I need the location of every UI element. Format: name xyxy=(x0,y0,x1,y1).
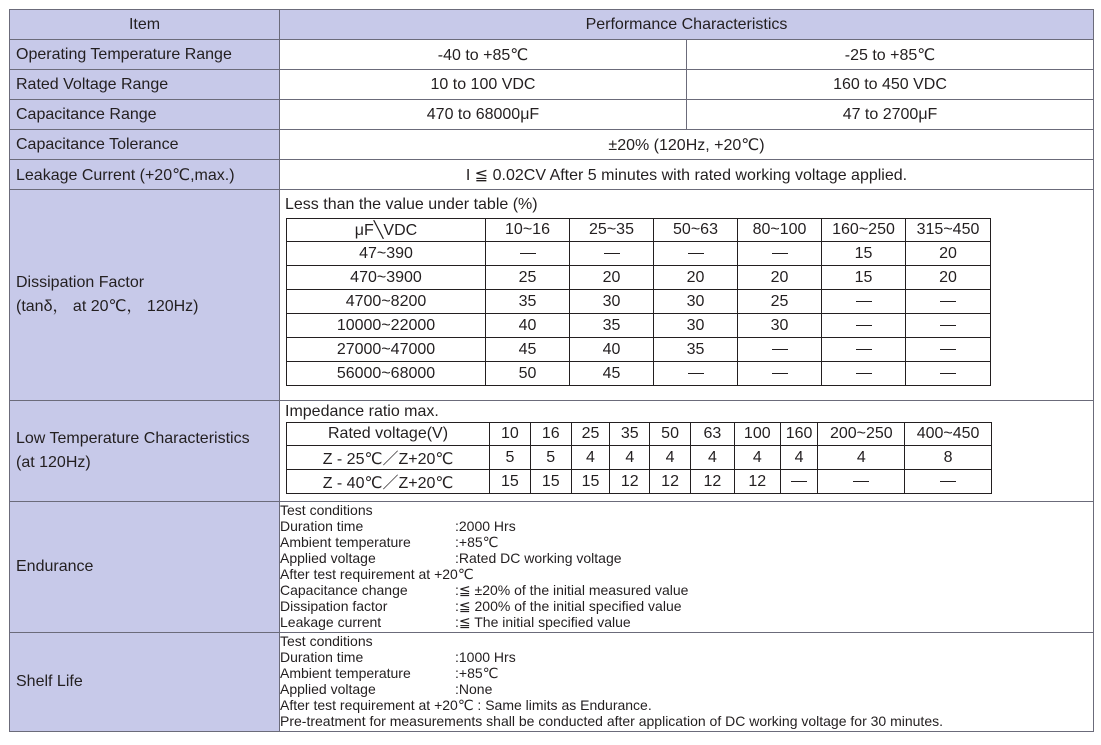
dissipation-cap-range: 56000~68000 xyxy=(287,362,486,386)
dissipation-value: 25 xyxy=(738,290,822,314)
low-temp-value: 4 xyxy=(780,446,818,470)
dissipation-value xyxy=(570,242,654,266)
dissipation-value: 30 xyxy=(570,290,654,314)
low-temp-value xyxy=(818,470,905,494)
shelf-voltage xyxy=(280,681,1093,697)
low-temp-cell xyxy=(280,401,1094,502)
low-temp-label-1: Low Temperature Characteristics xyxy=(16,430,250,447)
shelf-test-conditions: Test conditions xyxy=(280,633,373,649)
low-temp-col-6: 100 xyxy=(734,423,780,446)
rated-voltage-label: Rated Voltage Range xyxy=(10,70,280,100)
low-temp-table xyxy=(286,422,992,494)
dissipation-value xyxy=(822,290,906,314)
low-temp-value: 4 xyxy=(818,446,905,470)
endurance-row xyxy=(10,502,1094,633)
low-temp-value: 4 xyxy=(690,446,734,470)
dissipation-label-2: (tanδ， at 20℃， 120Hz) xyxy=(16,298,199,315)
dash-mark xyxy=(520,253,536,254)
low-temp-col-2: 25 xyxy=(571,423,610,446)
dissipation-value: 45 xyxy=(486,338,570,362)
dash-mark xyxy=(688,373,704,374)
low-temp-value: 4 xyxy=(610,446,650,470)
endurance-cap-change-value: :≦ ±20% of the initial measured value xyxy=(455,582,689,598)
low-temp-value: 12 xyxy=(610,470,650,494)
low-temp-col-8: 200~250 xyxy=(818,423,905,446)
low-temp-value: 4 xyxy=(734,446,780,470)
dash-mark xyxy=(940,349,956,350)
leakage-current-label: Leakage Current (+20℃,max.) xyxy=(10,160,280,190)
dissipation-value xyxy=(654,242,738,266)
endurance-lc-value: :≦ The initial specified value xyxy=(455,614,631,630)
dissipation-data-row xyxy=(287,242,991,266)
low-temp-value: 4 xyxy=(650,446,691,470)
low-temp-ratio-name: Z - 40℃／Z+20℃ xyxy=(287,470,490,494)
shelf-duration xyxy=(280,649,1093,665)
dissipation-value: 15 xyxy=(822,266,906,290)
shelf-voltage-key: Applied voltage xyxy=(280,681,376,697)
shelf-duration-key: Duration time xyxy=(280,649,364,665)
capacitance-tolerance-row xyxy=(10,130,1094,160)
rated-voltage-row xyxy=(10,70,1094,100)
dissipation-value: 35 xyxy=(654,338,738,362)
dash-mark xyxy=(772,349,788,350)
dissipation-value xyxy=(906,362,991,386)
dissipation-value xyxy=(822,338,906,362)
dash-mark xyxy=(853,481,869,482)
low-temp-ratio-name: Z - 25℃／Z+20℃ xyxy=(287,446,490,470)
endurance-df-key: Dissipation factor xyxy=(280,598,388,614)
dissipation-col-1: 25~35 xyxy=(570,219,654,242)
dissipation-cap-range: 27000~47000 xyxy=(287,338,486,362)
endurance-cap-change xyxy=(280,582,1093,598)
dissipation-value xyxy=(822,362,906,386)
low-temp-col-1: 16 xyxy=(530,423,571,446)
dissipation-cap-range: 47~390 xyxy=(287,242,486,266)
endurance-cap-change-key: Capacitance change xyxy=(280,582,408,598)
dissipation-value: 30 xyxy=(654,290,738,314)
low-temp-value: 4 xyxy=(571,446,610,470)
low-temp-value: 5 xyxy=(490,446,531,470)
dissipation-value: 35 xyxy=(486,290,570,314)
low-temp-data-row xyxy=(287,470,992,494)
dissipation-header-row xyxy=(287,219,991,242)
dissipation-value: 40 xyxy=(570,338,654,362)
shelf-after: After test requirement at +20℃ : Same limits as Endurance. xyxy=(280,697,652,713)
dissipation-value: 30 xyxy=(738,314,822,338)
low-temp-col-0: 10 xyxy=(490,423,531,446)
dash-mark xyxy=(604,253,620,254)
dissipation-value xyxy=(906,314,991,338)
dissipation-value xyxy=(906,290,991,314)
leakage-current-row xyxy=(10,160,1094,190)
dissipation-value xyxy=(822,314,906,338)
dissipation-data-row xyxy=(287,362,991,386)
header-row xyxy=(10,10,1094,40)
endurance-duration xyxy=(280,518,1093,534)
dissipation-data-row xyxy=(287,290,991,314)
dissipation-cap-range: 4700~8200 xyxy=(287,290,486,314)
endurance-after: After test requirement at +20℃ xyxy=(280,566,474,582)
low-temp-value: 12 xyxy=(734,470,780,494)
capacitance-range-label: Capacitance Range xyxy=(10,100,280,130)
endurance-voltage xyxy=(280,550,1093,566)
low-temp-col-4: 50 xyxy=(650,423,691,446)
endurance-label: Endurance xyxy=(10,502,280,633)
endurance-voltage-key: Applied voltage xyxy=(280,550,376,566)
dissipation-col-3: 80~100 xyxy=(738,219,822,242)
shelf-duration-value: :1000 Hrs xyxy=(455,649,516,665)
dissipation-label xyxy=(10,190,280,401)
capacitance-range-v2: 47 to 2700μF xyxy=(687,100,1094,130)
spec-table xyxy=(9,9,1094,732)
dash-mark xyxy=(940,325,956,326)
dissipation-row xyxy=(10,190,1094,401)
capacitance-tolerance-value: ±20% (120Hz, +20℃) xyxy=(280,130,1094,160)
dash-mark xyxy=(688,253,704,254)
capacitance-range-row xyxy=(10,100,1094,130)
low-temp-value: 15 xyxy=(530,470,571,494)
dissipation-value xyxy=(486,242,570,266)
low-temp-value: 15 xyxy=(490,470,531,494)
leakage-current-value: I ≦ 0.02CV After 5 minutes with rated working voltage applied. xyxy=(280,160,1094,190)
dissipation-data-row xyxy=(287,266,991,290)
low-temp-value: 8 xyxy=(905,446,992,470)
rated-voltage-v1: 10 to 100 VDC xyxy=(280,70,687,100)
dissipation-value xyxy=(654,362,738,386)
shelf-label: Shelf Life xyxy=(10,633,280,732)
dash-mark xyxy=(856,325,872,326)
endurance-duration-value: :2000 Hrs xyxy=(455,518,516,534)
capacitance-tolerance-label: Capacitance Tolerance xyxy=(10,130,280,160)
shelf-ambient-key: Ambient temperature xyxy=(280,665,411,681)
low-temp-row xyxy=(10,401,1094,502)
dissipation-value xyxy=(738,338,822,362)
dissipation-data-row xyxy=(287,338,991,362)
dash-mark xyxy=(856,349,872,350)
shelf-ambient-value: :+85℃ xyxy=(455,665,499,681)
endurance-ambient-key: Ambient temperature xyxy=(280,534,411,550)
dissipation-value: 15 xyxy=(822,242,906,266)
dash-mark xyxy=(856,373,872,374)
dissipation-value: 50 xyxy=(486,362,570,386)
low-temp-value: 12 xyxy=(650,470,691,494)
shelf-row xyxy=(10,633,1094,732)
dissipation-label-1: Dissipation Factor xyxy=(16,274,145,291)
dissipation-col-4: 160~250 xyxy=(822,219,906,242)
endurance-voltage-value: :Rated DC working voltage xyxy=(455,550,622,566)
dash-mark xyxy=(791,481,807,482)
shelf-pretreat: Pre-treatment for measurements shall be conducted after application of DC working voltage for 30 minutes. xyxy=(280,713,943,729)
dissipation-value xyxy=(738,242,822,266)
dissipation-col-0: 10~16 xyxy=(486,219,570,242)
header-item: Item xyxy=(10,10,280,40)
shelf-ambient xyxy=(280,665,1093,681)
dash-mark xyxy=(772,373,788,374)
low-temp-col-5: 63 xyxy=(690,423,734,446)
dissipation-table xyxy=(286,218,991,386)
dissipation-cell xyxy=(280,190,1094,401)
low-temp-col-9: 400~450 xyxy=(905,423,992,446)
header-performance: Performance Characteristics xyxy=(280,10,1094,40)
low-temp-value: 12 xyxy=(690,470,734,494)
shelf-cell xyxy=(280,633,1094,732)
dash-mark xyxy=(940,373,956,374)
rated-voltage-v2: 160 to 450 VDC xyxy=(687,70,1094,100)
dissipation-value: 20 xyxy=(906,266,991,290)
endurance-ambient-value: :+85℃ xyxy=(455,534,499,550)
dissipation-value xyxy=(738,362,822,386)
low-temp-corner: Rated voltage(V) xyxy=(287,423,490,446)
operating-temp-v1: -40 to +85℃ xyxy=(280,40,687,70)
low-temp-data-row xyxy=(287,446,992,470)
endurance-cell xyxy=(280,502,1094,633)
low-temp-col-3: 35 xyxy=(610,423,650,446)
dash-mark xyxy=(856,301,872,302)
low-temp-caption: Impedance ratio max. xyxy=(285,403,439,420)
low-temp-value: 15 xyxy=(571,470,610,494)
low-temp-value xyxy=(780,470,818,494)
dissipation-cap-range: 10000~22000 xyxy=(287,314,486,338)
low-temp-label xyxy=(10,401,280,502)
capacitance-range-v1: 470 to 68000μF xyxy=(280,100,687,130)
endurance-test-conditions: Test conditions xyxy=(280,502,373,518)
dissipation-value: 45 xyxy=(570,362,654,386)
low-temp-value xyxy=(905,470,992,494)
dissipation-value: 20 xyxy=(738,266,822,290)
low-temp-col-7: 160 xyxy=(780,423,818,446)
operating-temp-v2: -25 to +85℃ xyxy=(687,40,1094,70)
dissipation-value: 40 xyxy=(486,314,570,338)
dissipation-value: 35 xyxy=(570,314,654,338)
operating-temp-row xyxy=(10,40,1094,70)
low-temp-value: 5 xyxy=(530,446,571,470)
dissipation-value: 30 xyxy=(654,314,738,338)
dissipation-col-5: 315~450 xyxy=(906,219,991,242)
dissipation-value: 25 xyxy=(486,266,570,290)
shelf-voltage-value: :None xyxy=(455,681,493,697)
dash-mark xyxy=(940,481,956,482)
dissipation-data-row xyxy=(287,314,991,338)
dissipation-value: 20 xyxy=(570,266,654,290)
endurance-ambient xyxy=(280,534,1093,550)
dissipation-corner: μF╲VDC xyxy=(287,219,486,242)
low-temp-label-2: (at 120Hz) xyxy=(16,454,91,471)
dissipation-cap-range: 470~3900 xyxy=(287,266,486,290)
dash-mark xyxy=(940,301,956,302)
dash-mark xyxy=(772,253,788,254)
dissipation-caption: Less than the value under table (%) xyxy=(285,196,538,213)
low-temp-header-row xyxy=(287,423,992,446)
dissipation-value: 20 xyxy=(906,242,991,266)
endurance-lc xyxy=(280,614,1093,630)
endurance-df xyxy=(280,598,1093,614)
endurance-duration-key: Duration time xyxy=(280,518,364,534)
dissipation-value xyxy=(906,338,991,362)
endurance-lc-key: Leakage current xyxy=(280,614,382,630)
dissipation-value: 20 xyxy=(654,266,738,290)
dissipation-col-2: 50~63 xyxy=(654,219,738,242)
operating-temp-label: Operating Temperature Range xyxy=(10,40,280,70)
endurance-df-value: :≦ 200% of the initial specified value xyxy=(455,598,682,614)
